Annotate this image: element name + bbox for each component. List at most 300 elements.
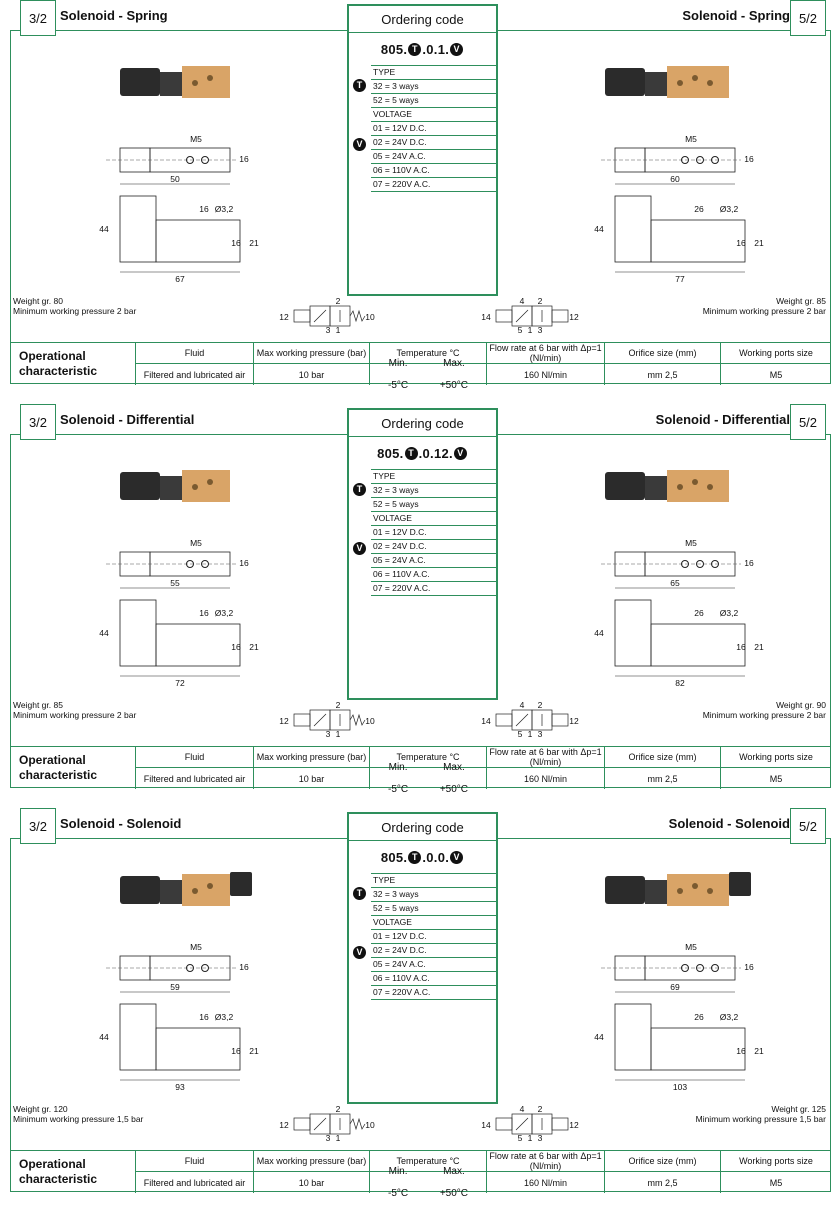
type-row: 32 = 3 ways [371, 888, 496, 902]
valve-body-photo [667, 874, 729, 906]
temp-max: +50°C [439, 380, 468, 391]
left-valve-drawing [80, 454, 270, 694]
sym-port-3: 3 [325, 1133, 331, 1143]
solenoid-actuator [552, 714, 568, 726]
valve-body-photo [182, 66, 230, 98]
dim-width: 44 [99, 1032, 109, 1042]
operational-table [10, 746, 831, 795]
temp-max-label: Max. [443, 1166, 465, 1177]
temp-max: +50°C [439, 1188, 468, 1199]
temp-max-label: Max. [443, 762, 465, 773]
port-hole [192, 888, 198, 894]
dim-height: 16 [744, 962, 754, 972]
valve-body-photo [667, 470, 729, 502]
port-hole [207, 479, 213, 485]
sym-port-12: 12 [569, 716, 579, 726]
dim-pitch: 16 [199, 1012, 209, 1022]
dim-length: 55 [170, 578, 180, 588]
coil-cap [160, 880, 182, 904]
voltage-row: 06 = 110V A.C. [371, 972, 496, 986]
code-prefix: 805. [380, 41, 408, 57]
operational-title: Operational characteristic [19, 1157, 98, 1186]
type-row: 52 = 5 ways [371, 498, 496, 512]
code-middle: .0.1. [422, 41, 450, 57]
sym-port-5: 5 [517, 325, 523, 335]
left-pneumatic-symbol [276, 700, 375, 740]
port-hole [192, 484, 198, 490]
flow-rate-value: 160 Nl/min [486, 1172, 604, 1193]
code-middle: .0.0. [422, 849, 450, 865]
dim-m5: M5 [685, 942, 697, 952]
flow-rate-header: Flow rate at 6 bar with Δp=1 (Nl/min) [486, 343, 604, 364]
sym-port-1: 1 [335, 325, 341, 335]
spring-icon [350, 715, 365, 725]
dim-m5: M5 [685, 134, 697, 144]
orifice-header: Orifice size (mm) [604, 1151, 720, 1172]
code-prefix: 805. [380, 849, 408, 865]
dim-m5: M5 [190, 538, 202, 548]
dim-height: 16 [239, 558, 249, 568]
side-body [156, 624, 240, 666]
fluid-value: Filtered and lubricated air [135, 768, 253, 789]
v-marker-icon: V [353, 138, 366, 151]
valve-section [0, 0, 840, 392]
right-weight-info [703, 700, 826, 720]
side-body [651, 1028, 745, 1070]
fluid-header: Fluid [135, 747, 253, 768]
fluid-value: Filtered and lubricated air [135, 364, 253, 385]
side-body [651, 220, 745, 262]
ordering-code-heading: Ordering code [349, 814, 496, 841]
voltage-row: VOLTAGE [371, 512, 496, 526]
type-rows [356, 873, 496, 916]
dim-c: 21 [754, 1046, 764, 1056]
port-hole [677, 484, 683, 490]
sym-port-3: 3 [537, 729, 543, 739]
t-marker-icon: T [405, 447, 418, 460]
dim-length: 69 [670, 982, 680, 992]
temp-max-label: Max. [443, 358, 465, 369]
valve-body-photo [182, 470, 230, 502]
spring-icon [350, 1119, 365, 1129]
temperature-value [369, 762, 486, 795]
right-title: Solenoid - Spring [682, 8, 790, 23]
dim-height: 16 [239, 962, 249, 972]
right-pneumatic-symbol [478, 296, 579, 336]
dim-m5: M5 [190, 942, 202, 952]
solenoid-actuator [496, 714, 512, 726]
voltage-row: 02 = 24V D.C. [371, 540, 496, 554]
left-title: Solenoid - Solenoid [60, 816, 182, 831]
dim-length: 59 [170, 982, 180, 992]
dim-m5: M5 [685, 538, 697, 548]
sym-port-4: 4 [519, 700, 525, 710]
sym-port-10: 10 [365, 1120, 375, 1130]
ports-value: M5 [720, 768, 831, 789]
dim-c: 21 [754, 642, 764, 652]
side-coil [120, 196, 156, 262]
left-code-box: 3/2 [20, 404, 56, 440]
coil-cap [645, 880, 667, 904]
left-valve-drawing [80, 858, 270, 1098]
dim-pitch: 26 [694, 204, 704, 214]
sym-port-12: 12 [569, 1120, 579, 1130]
dim-width: 44 [594, 224, 604, 234]
dim-total: 93 [175, 1082, 185, 1092]
right-valve-drawing [575, 454, 775, 694]
ports-header: Working ports size [720, 1151, 831, 1172]
voltage-rows [356, 512, 496, 596]
type-row: 32 = 3 ways [371, 80, 496, 94]
right-weight: Weight gr. 90 [776, 700, 826, 710]
v-marker-icon: V [450, 851, 463, 864]
flow-rate-header: Flow rate at 6 bar with Δp=1 (Nl/min) [486, 747, 604, 768]
port-hole [207, 883, 213, 889]
side-body [651, 624, 745, 666]
voltage-rows [356, 108, 496, 192]
flow-arrow [516, 310, 528, 322]
ports-value: M5 [720, 364, 831, 385]
ordering-code [349, 841, 496, 873]
ports-value: M5 [720, 1172, 831, 1193]
right-weight-info [703, 296, 826, 316]
dim-c: 21 [249, 642, 259, 652]
v-marker-icon: V [353, 542, 366, 555]
side-coil [120, 600, 156, 666]
temp-min: -5°C [388, 380, 409, 391]
flow-rate-value: 160 Nl/min [486, 768, 604, 789]
sym-port-1: 1 [527, 1133, 533, 1143]
right-min-pressure: Minimum working pressure 1,5 bar [695, 1114, 826, 1124]
port-hole [707, 888, 713, 894]
voltage-row: 01 = 12V D.C. [371, 526, 496, 540]
side-coil [615, 600, 651, 666]
temp-min-label: Min. [388, 1166, 408, 1177]
valve-body-photo [667, 66, 729, 98]
coil-cap [160, 476, 182, 500]
orifice-value: mm 2,5 [604, 364, 720, 385]
right-weight: Weight gr. 85 [776, 296, 826, 306]
dim-width: 44 [594, 1032, 604, 1042]
pressure-value: 10 bar [253, 1172, 369, 1193]
coil-block [605, 876, 645, 904]
dim-length: 50 [170, 174, 180, 184]
solenoid-actuator [294, 310, 310, 322]
v-marker-icon: V [454, 447, 467, 460]
coil-cap [645, 72, 667, 96]
ordering-code [349, 33, 496, 65]
port-hole [207, 75, 213, 81]
solenoid-actuator [496, 310, 512, 322]
solenoid-actuator [552, 310, 568, 322]
second-coil [230, 872, 252, 896]
sym-port-14: 14 [481, 312, 491, 322]
side-body [156, 1028, 240, 1070]
voltage-row: 01 = 12V D.C. [371, 122, 496, 136]
dim-diameter: Ø3,2 [719, 608, 739, 618]
sym-port-1: 1 [527, 325, 533, 335]
temperature-value [369, 358, 486, 391]
dim-height: 16 [239, 154, 249, 164]
left-title: Solenoid - Spring [60, 8, 168, 23]
fluid-header: Fluid [135, 1151, 253, 1172]
temp-min: -5°C [388, 784, 409, 795]
side-coil [615, 196, 651, 262]
dim-total: 67 [175, 274, 185, 284]
sym-port-10: 10 [365, 312, 375, 322]
sym-port-2: 2 [537, 700, 543, 710]
left-code-box: 3/2 [20, 808, 56, 844]
orifice-value: mm 2,5 [604, 1172, 720, 1193]
ports-header: Working ports size [720, 747, 831, 768]
left-min-pressure: Minimum working pressure 2 bar [13, 710, 137, 720]
dim-width: 44 [594, 628, 604, 638]
spring-icon [350, 311, 365, 321]
operational-table [10, 342, 831, 391]
right-valve-drawing [575, 858, 775, 1098]
ordering-code [349, 437, 496, 469]
pressure-value: 10 bar [253, 364, 369, 385]
type-row: TYPE [371, 66, 496, 80]
ordering-code-panel [347, 408, 498, 700]
port-hole [707, 80, 713, 86]
dim-diameter: Ø3,2 [719, 204, 739, 214]
type-rows [356, 65, 496, 108]
valve-section [0, 404, 840, 796]
dim-total: 77 [675, 274, 685, 284]
dim-length: 65 [670, 578, 680, 588]
dim-b: 16 [736, 1046, 746, 1056]
sym-port-14: 14 [481, 716, 491, 726]
type-row: 32 = 3 ways [371, 484, 496, 498]
left-weight-info [13, 296, 136, 316]
sym-port-2: 2 [335, 296, 341, 306]
left-weight: Weight gr. 85 [13, 700, 63, 710]
solenoid-actuator [294, 714, 310, 726]
v-marker-icon: V [450, 43, 463, 56]
voltage-row: 07 = 220V A.C. [371, 582, 496, 596]
ports-header: Working ports size [720, 343, 831, 364]
t-marker-icon: T [408, 851, 421, 864]
left-weight-info [13, 1104, 143, 1124]
valve-section [0, 808, 840, 1200]
side-coil [120, 1004, 156, 1070]
sym-port-12: 12 [279, 716, 289, 726]
flow-rate-header: Flow rate at 6 bar with Δp=1 (Nl/min) [486, 1151, 604, 1172]
port-hole [692, 883, 698, 889]
fluid-value: Filtered and lubricated air [135, 1172, 253, 1193]
pressure-header: Max working pressure (bar) [253, 1151, 369, 1172]
voltage-row: 02 = 24V D.C. [371, 944, 496, 958]
sym-port-3: 3 [325, 729, 331, 739]
flow-arrow [516, 1118, 528, 1130]
left-code-box: 3/2 [20, 0, 56, 36]
solenoid-actuator [294, 1118, 310, 1130]
dim-width: 44 [99, 224, 109, 234]
left-weight: Weight gr. 80 [13, 296, 63, 306]
port-hole [192, 80, 198, 86]
sym-port-10: 10 [365, 716, 375, 726]
left-min-pressure: Minimum working pressure 1,5 bar [13, 1114, 144, 1124]
right-min-pressure: Minimum working pressure 2 bar [702, 306, 826, 316]
sym-port-2: 2 [335, 1104, 341, 1114]
port-hole [692, 75, 698, 81]
code-middle: .0.12. [418, 445, 453, 461]
dim-b: 16 [231, 1046, 241, 1056]
dim-height: 16 [744, 558, 754, 568]
sym-port-4: 4 [519, 296, 525, 306]
side-body [156, 220, 240, 262]
coil-block [120, 68, 160, 96]
dim-length: 60 [670, 174, 680, 184]
flow-arrow [314, 1118, 326, 1130]
type-row: TYPE [371, 470, 496, 484]
sym-port-1: 1 [335, 1133, 341, 1143]
sym-port-5: 5 [517, 729, 523, 739]
dim-pitch: 26 [694, 608, 704, 618]
left-valve-drawing [80, 50, 270, 290]
coil-block [605, 472, 645, 500]
v-marker-icon: V [353, 946, 366, 959]
left-pneumatic-symbol [276, 1104, 375, 1144]
port-hole [677, 888, 683, 894]
sym-port-1: 1 [335, 729, 341, 739]
dim-pitch: 26 [694, 1012, 704, 1022]
voltage-row: 06 = 110V A.C. [371, 568, 496, 582]
coil-block [605, 68, 645, 96]
sym-port-3: 3 [325, 325, 331, 335]
sym-port-2: 2 [537, 296, 543, 306]
port-hole [707, 484, 713, 490]
right-code-box: 5/2 [790, 808, 826, 844]
t-marker-icon: T [408, 43, 421, 56]
port-hole [692, 479, 698, 485]
dim-total: 103 [672, 1082, 688, 1092]
sym-port-1: 1 [527, 729, 533, 739]
dim-diameter: Ø3,2 [214, 608, 234, 618]
ordering-code-panel [347, 812, 498, 1104]
temp-max: +50°C [439, 784, 468, 795]
dim-b: 16 [736, 642, 746, 652]
temp-min-label: Min. [388, 762, 408, 773]
voltage-row: VOLTAGE [371, 916, 496, 930]
orifice-header: Orifice size (mm) [604, 747, 720, 768]
second-coil [729, 872, 751, 896]
left-pneumatic-symbol [276, 296, 375, 336]
voltage-row: 05 = 24V A.C. [371, 150, 496, 164]
side-coil [615, 1004, 651, 1070]
right-title: Solenoid - Differential [655, 412, 790, 427]
voltage-row: VOLTAGE [371, 108, 496, 122]
coil-cap [160, 72, 182, 96]
dim-b: 16 [736, 238, 746, 248]
dim-height: 16 [744, 154, 754, 164]
pressure-value: 10 bar [253, 768, 369, 789]
flow-arrow [314, 310, 326, 322]
left-weight: Weight gr. 120 [13, 1104, 68, 1114]
t-marker-icon: T [353, 887, 366, 900]
temperature-header: Temperature °C [369, 343, 486, 364]
t-marker-icon: T [353, 483, 366, 496]
dim-diameter: Ø3,2 [719, 1012, 739, 1022]
sym-port-12: 12 [569, 312, 579, 322]
operational-table [10, 1150, 831, 1199]
dim-b: 16 [231, 642, 241, 652]
sym-port-3: 3 [537, 1133, 543, 1143]
dim-c: 21 [754, 238, 764, 248]
left-title: Solenoid - Differential [60, 412, 195, 427]
voltage-row: 02 = 24V D.C. [371, 136, 496, 150]
voltage-row: 05 = 24V A.C. [371, 554, 496, 568]
voltage-row: 07 = 220V A.C. [371, 986, 496, 1000]
flow-arrow [314, 714, 326, 726]
temp-min: -5°C [388, 1188, 409, 1199]
right-valve-drawing [575, 50, 775, 290]
operational-title: Operational characteristic [19, 349, 98, 378]
sym-port-3: 3 [537, 325, 543, 335]
coil-cap [645, 476, 667, 500]
left-min-pressure: Minimum working pressure 2 bar [13, 306, 137, 316]
sym-port-2: 2 [537, 1104, 543, 1114]
right-pneumatic-symbol [478, 1104, 579, 1144]
pressure-header: Max working pressure (bar) [253, 747, 369, 768]
flow-arrow [516, 714, 528, 726]
dim-c: 21 [249, 238, 259, 248]
port-hole [677, 80, 683, 86]
pressure-header: Max working pressure (bar) [253, 343, 369, 364]
dim-c: 21 [249, 1046, 259, 1056]
sym-port-5: 5 [517, 1133, 523, 1143]
ordering-code-panel [347, 4, 498, 296]
sym-port-12: 12 [279, 312, 289, 322]
dim-total: 72 [175, 678, 185, 688]
t-marker-icon: T [353, 79, 366, 92]
flow-rate-value: 160 Nl/min [486, 364, 604, 385]
dim-b: 16 [231, 238, 241, 248]
right-weight: Weight gr. 125 [771, 1104, 826, 1114]
dim-m5: M5 [190, 134, 202, 144]
sym-port-12: 12 [279, 1120, 289, 1130]
dim-width: 44 [99, 628, 109, 638]
type-row: 52 = 5 ways [371, 902, 496, 916]
voltage-row: 05 = 24V A.C. [371, 958, 496, 972]
sym-port-2: 2 [335, 700, 341, 710]
temp-min-label: Min. [388, 358, 408, 369]
coil-block [120, 876, 160, 904]
code-prefix: 805. [377, 445, 404, 461]
right-code-box: 5/2 [790, 0, 826, 36]
ordering-code-heading: Ordering code [349, 6, 496, 33]
right-pneumatic-symbol [478, 700, 579, 740]
right-weight-info [696, 1104, 826, 1124]
temperature-header: Temperature °C [369, 747, 486, 768]
dim-pitch: 16 [199, 204, 209, 214]
voltage-row: 06 = 110V A.C. [371, 164, 496, 178]
right-code-box: 5/2 [790, 404, 826, 440]
dim-pitch: 16 [199, 608, 209, 618]
left-weight-info [13, 700, 136, 720]
dim-diameter: Ø3,2 [214, 204, 234, 214]
voltage-row: 01 = 12V D.C. [371, 930, 496, 944]
operational-title: Operational characteristic [19, 753, 98, 782]
type-rows [356, 469, 496, 512]
voltage-rows [356, 916, 496, 1000]
right-title: Solenoid - Solenoid [668, 816, 790, 831]
type-row: 52 = 5 ways [371, 94, 496, 108]
sym-port-14: 14 [481, 1120, 491, 1130]
fluid-header: Fluid [135, 343, 253, 364]
sym-port-4: 4 [519, 1104, 525, 1114]
